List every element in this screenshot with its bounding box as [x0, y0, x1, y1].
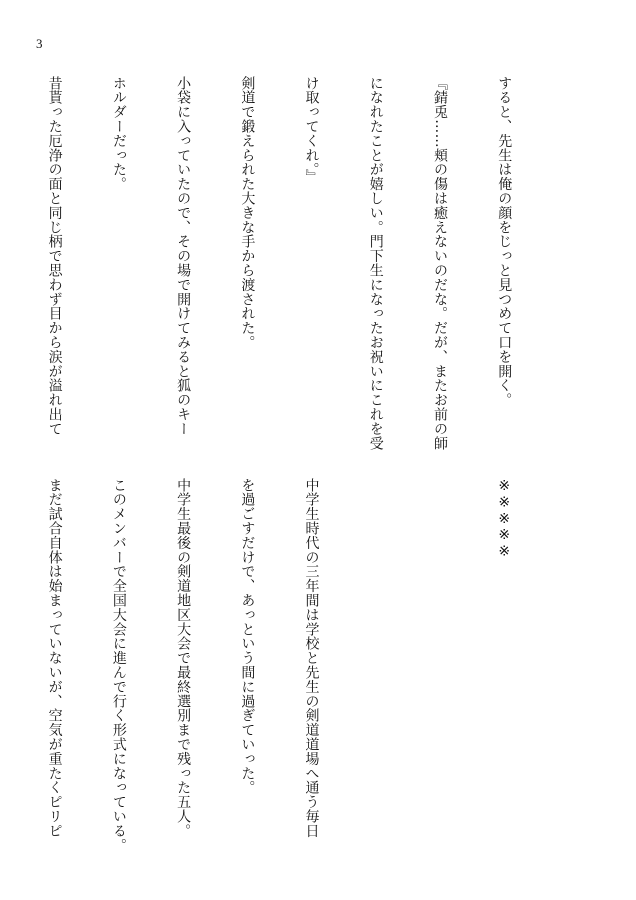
page-number: 3 — [36, 36, 43, 51]
text-line: 中学生最後の剣道地区大会で最終選別まで残った五人。 — [175, 478, 192, 838]
text-line: 小袋に入っていたので、その場で開けてみると狐のキー — [175, 76, 192, 436]
text-line: け取ってくれ。』 — [303, 76, 320, 185]
text-block-bottom — [0, 478, 557, 868]
text-line: 『錆兎……頬の傷は癒えないのだな。だが、またお前の師 — [431, 76, 448, 451]
text-line: ホルダーだった。 — [110, 76, 127, 192]
text-line: まだ試合自体は始まっていないが、空気が重たくピリピ — [46, 478, 63, 838]
text-line: を過ごすだけで、あっという間に過ぎていった。 — [239, 478, 256, 795]
text-line: 昔貰った厄浄の面と同じ柄で思わず目から涙が溢れ出て — [46, 76, 63, 436]
blank-line — [364, 478, 385, 868]
blank-line — [429, 478, 450, 868]
text-block-top — [0, 76, 557, 461]
section-separator: ※※※※※ — [496, 478, 513, 560]
text-line: 剣道で鍛えられた大きな手から渡された。 — [239, 76, 256, 350]
text-line: このメンバーで全国大会に進んで行く形式になっている。 — [110, 478, 127, 853]
text-line: すると、先生は俺の顔をじっと見つめて口を開く。 — [496, 76, 513, 408]
text-line: になれたことが嬉しい。門下生になったお祝いにこれを受 — [367, 76, 384, 451]
text-line: 中学生時代の三年間は学校と先生の剣道道場へ通う毎日 — [303, 478, 320, 838]
